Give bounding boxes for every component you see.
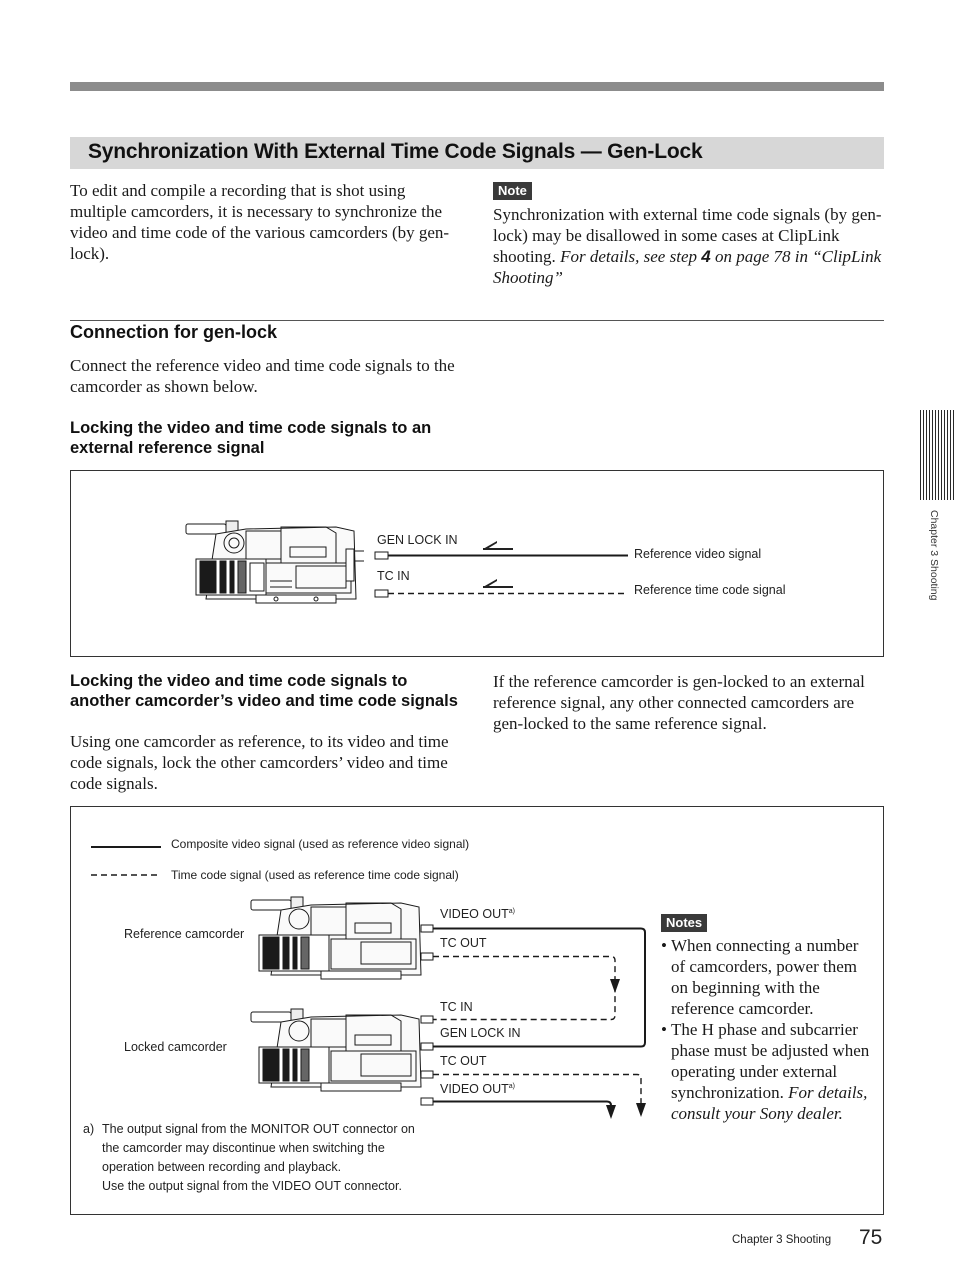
label-video-out-text: VIDEO OUT [440,1082,509,1096]
sub1-heading: Locking the video and time code signals to an external reference signal [70,419,432,457]
label-locked-tc-in: TC IN [440,1000,473,1014]
label-tc-in: TC IN [377,569,410,583]
label-ref-tc-out: TC OUT [440,936,487,950]
genlock-connector [375,552,388,559]
note-text-italic-post: on page 78 in “ClipLink Shooting” [493,247,882,287]
label-ref-video-out [440,907,515,921]
section-rule [70,320,884,321]
locked-genlock-in-connector [421,1043,433,1050]
tcin-connector [375,590,388,597]
fig1-svg [71,471,883,656]
label-ref-tc: Reference time code signal [634,583,786,597]
note-item [661,1019,871,1124]
chapter-tab-label: Chapter 3 Shooting [928,510,940,601]
footnote-line: Use the output signal from the VIDEO OUT connector. [102,1179,402,1193]
note-text-plain: Synchronization with external time code signals (by gen-lock) may be disallowed in some cases at ClipLink shooting. [493,205,882,266]
note-block [493,182,532,200]
footnote-marker: a) [83,1122,95,1136]
ref-video-out-connector [421,925,433,932]
label-locked-genlock-in: GEN LOCK IN [440,1026,521,1040]
note-item-plain: The H phase and subcarrier phase must be adjusted when operating under external synchronization. [671,1020,870,1102]
footnote-line: The output signal from the MONITOR OUT connector on [102,1122,415,1136]
arrow-down-icon [610,979,620,993]
note-step: 4 [701,247,711,266]
footnote-line: the camcorder may discontinue when switching the [102,1141,385,1155]
sub2-right-text: If the reference camcorder is gen-locked to an external reference signal, any other connected camcorders are gen-locked to the same reference signal. [493,672,865,733]
label-locked-video-out [440,1082,515,1096]
footnote-ref: a) [508,1082,515,1090]
arrow-left-icon [483,579,513,588]
page-number: 75 [859,1226,883,1249]
label-locked-camcorder: Locked camcorder [124,1040,227,1054]
reference-camcorder-drawing [251,897,421,979]
locked-video-out-connector [421,1098,433,1105]
figure-camcorder-lock [70,806,884,1215]
video-onward-connection [433,1102,611,1108]
label-locked-tc-out: TC OUT [440,1054,487,1068]
arrow-down-icon [606,1105,616,1119]
note-badge: Note [493,182,532,200]
notes-badge: Notes [661,914,707,932]
sub2-heading: Locking the video and time code signals to another camcorder’s video and time code signals [70,672,458,710]
locked-tc-in-connector [421,1016,433,1023]
ref-tc-out-connector [421,953,433,960]
label-genlock-in: GEN LOCK IN [377,533,458,547]
locked-camcorder-drawing [251,1009,421,1091]
legend-dashed-label: Time code signal (used as reference time code signal) [171,868,459,882]
figure-external-reference [70,470,884,657]
footer-chapter: Chapter 3 Shooting [732,1234,832,1246]
label-reference-camcorder: Reference camcorder [124,927,245,941]
label-video-out-text: VIDEO OUT [440,907,509,921]
camcorder-drawing [186,521,364,603]
page-title: Synchronization With External Time Code Signals — Gen-Lock [88,140,703,163]
section-text: Connect the reference video and time code signals to the camcorder as shown below. [70,356,455,396]
note-item: • When connecting a number of camcorders, power them on beginning with the reference camcorder. [661,935,871,1019]
chapter-tab [920,410,954,500]
note-text [493,204,888,288]
note-text-italic-pre: For details, see step [560,247,697,266]
legend-solid-label: Composite video signal (used as reference video signal) [171,837,470,851]
note-item-italic: For details, consult your Sony dealer. [671,1083,868,1123]
top-rule [70,82,884,91]
footnote-line: operation between recording and playback. [102,1160,342,1174]
arrow-left-icon [483,541,513,550]
label-ref-video: Reference video signal [634,547,762,561]
sub2-text: Using one camcorder as reference, to its video and time code signals, lock the other camcorders’ video and time code signals. [70,732,449,793]
footnote-text [102,1120,415,1196]
footnote-ref: a) [508,907,515,915]
arrow-down-icon [636,1103,646,1117]
intro-text: To edit and compile a recording that is shot using multiple camcorders, it is necessary to synchronize the video and time code of the various camcorders (by gen-lock). [70,181,450,263]
section-heading: Connection for gen-lock [70,322,277,342]
locked-tc-out-connector [421,1071,433,1078]
notes-list [661,935,871,1124]
notes-badge-wrap [661,914,707,932]
